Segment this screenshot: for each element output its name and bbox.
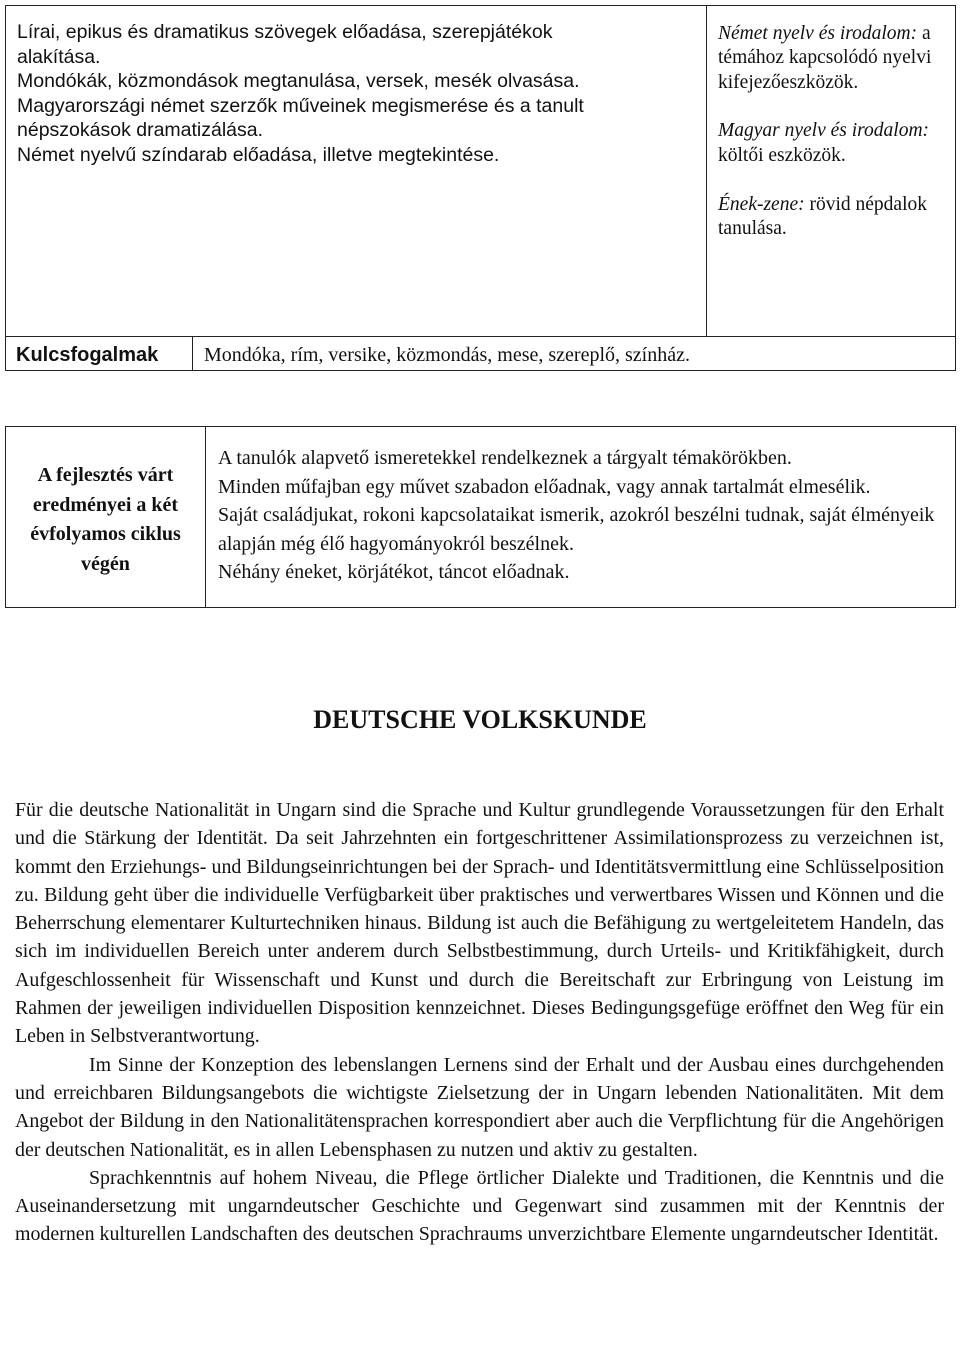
connection-subject: Magyar nyelv és irodalom:: [718, 120, 930, 142]
keywords-text: Mondóka, rím, versike, közmondás, mese, szereplő, színház.: [204, 344, 690, 366]
connection-item: [718, 22, 956, 95]
keywords-label: Kulcsfogalmak: [16, 344, 159, 366]
outcome-line: Saját családjukat, rokoni kapcsolataikat ismerik, azokról beszélni tudnak, saját élményeik alapján még élő hagyományokról beszélnek.: [218, 504, 935, 555]
activity-line: Magyarországi német szerzők műveinek megismerése és a tanult: [17, 94, 584, 117]
connections-cell: [718, 22, 956, 266]
activity-line: népszokások dramatizálása.: [17, 119, 264, 142]
activity-line: Német nyelvű színdarab előadása, illetve megtekintése.: [17, 143, 500, 166]
section-heading: DEUTSCHE VOLKSKUNDE: [313, 705, 647, 734]
outcome-line: A tanulók alapvető ismeretekkel rendelkeznek a tárgyalt témakörökben.: [218, 447, 792, 469]
connection-text: rövid népdalok tanulása.: [718, 193, 927, 239]
curriculum-table-outcomes: [5, 426, 956, 608]
connection-item: [718, 119, 956, 168]
connection-text: a témához kapcsolódó nyelvi kifejezőeszközök.: [718, 23, 932, 93]
paragraph: Für die deutsche Nationalität in Ungarn sind die Sprache und Kultur grundlegende Voraussetzungen für den Erhalt und die Stärkung der Identität. Da seit Jahrzehnten ein fortgeschrittener Assimilationsprozess zu verzeichnen ist, kommt den Erziehungs- und Bildungseinrichtungen bei der Sprach- und Identitätsvermittlung eine Schlüsselposition zu. Bildung geht über die individuelle Verfügbarkeit über praktisches und verwertbares Wissen und Können und die Beherrschung elementarer Kulturtechniken hinaus. Bildung ist auch die Befähigung zu wertgeleitetem Handeln, das sich im individuellen Bereich unter anderem durch Selbstbestimmung, durch Urteils- und Kritikfähigkeit, durch Aufgeschlossenheit für Wissenschaft und Kunst und durch die Bereitschaft zur Erbringung von Leistung im Rahmen der jeweiligen individuellen Disposition kennzeichnet. Dieses Bedingungsgefüge eröffnet den Weg für ein Leben in Selbstverantwortung.: [15, 799, 944, 1048]
outcome-line: Minden műfajban egy művet szabadon előadnak, vagy annak tartalmát elmesélik.: [218, 475, 871, 498]
activity-line: Mondókák, közmondások megtanulása, versek, mesék olvasása.: [17, 70, 580, 93]
curriculum-table-activities: [5, 5, 956, 371]
connection-subject: Német nyelv és irodalom:: [718, 23, 918, 44]
body-text: [15, 796, 944, 1249]
activity-line: alakítása.: [17, 45, 101, 68]
outcomes-label: A fejlesztés várt eredményei a két évfolyamos ciklus végén: [30, 464, 181, 575]
connection-subject: Ének-zene:: [718, 193, 805, 215]
table-divider: [192, 336, 193, 371]
outcome-line: Néhány éneket, körjátékot, táncot előadnak.: [218, 561, 570, 583]
connection-item: [718, 193, 956, 242]
activity-line: Lírai, epikus és dramatikus szövegek előadása, szerepjátékok: [17, 21, 553, 43]
activities-cell: [17, 20, 697, 168]
paragraph: Im Sinne der Konzeption des lebenslangen Lernens sind der Erhalt und der Ausbau eines durchgehenden und erreichbaren Bildungsangebots die wichtigste Zielsetzung der in Ungarn lebenden Nationalitäten. Mit dem Angebot der Bildung in den Nationalitätensprachen korrespondiert aber auch die Verpflichtung für die Angehörigen der deutschen Nationalität, es in allen Lebensphasen zu nutzen und aktiv zu gestalten.: [15, 1053, 944, 1161]
paragraph: Sprachkenntnis auf hohem Niveau, die Pflege örtlicher Dialekte und Traditionen, die Kenntnis und die Auseinandersetzung mit ungarndeutscher Geschichte und Gegenwart sind zusammen mit der Kenntnis der modernen kulturellen Landschaften des deutschen Sprachraums unverzichtbare Elemente ungarndeutscher Identität.: [15, 1166, 944, 1246]
connection-text: költői eszközök.: [718, 144, 846, 166]
table-divider: [205, 427, 206, 607]
table-divider: [6, 336, 955, 337]
table-divider: [706, 6, 707, 336]
outcomes-cell: [218, 444, 953, 587]
